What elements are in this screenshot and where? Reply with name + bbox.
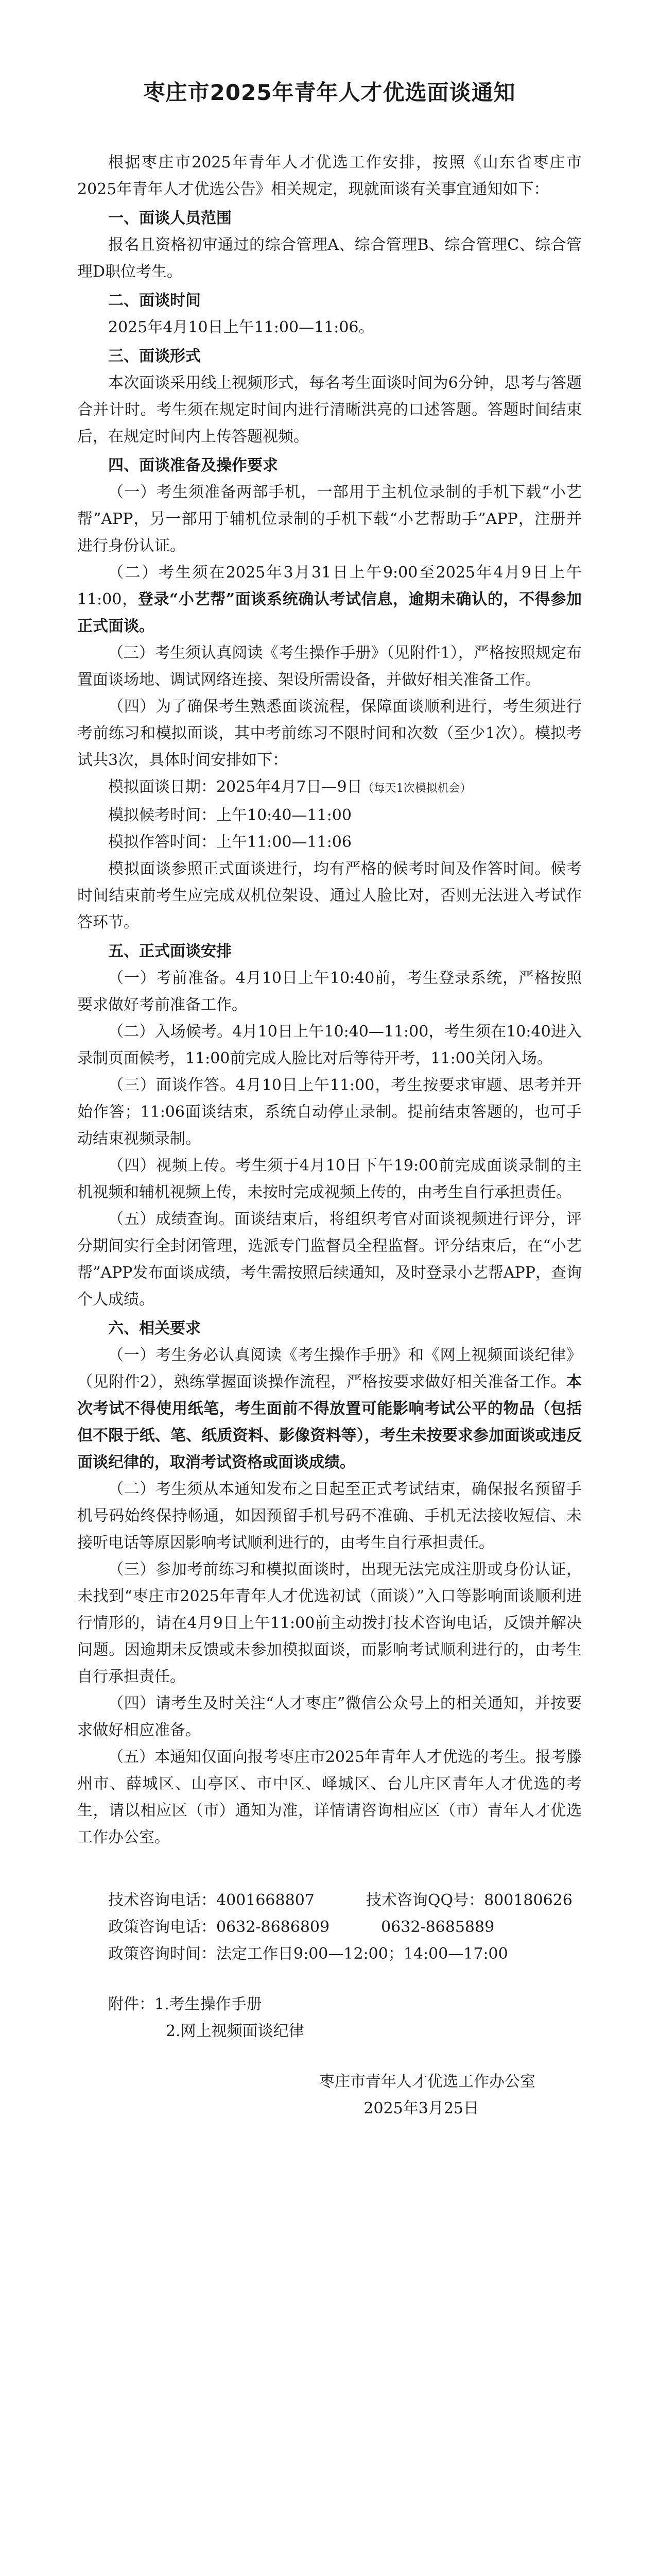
section-5-item-1: （一）考前准备。4月10日上午10:40前，考生登录系统，严格按照要求做好考前准备工作。 [77,969,582,1014]
policy-phone-1: 0632-8686809 [216,1918,330,1936]
section-2-heading: 二、面谈时间 [108,292,201,310]
section-1-text: 报名且资格初审通过的综合管理A、综合管理B、综合管理C、综合管理D职位考生。 [77,236,582,281]
policy-phone-line [77,1914,582,1941]
section-2-text: 2025年4月10日上午11:00—11:06。 [108,318,374,336]
section-5-heading: 五、正式面谈安排 [108,942,232,960]
attachment-2: 2.网上视频面谈纪律 [166,2022,304,2040]
tech-qq: 技术咨询QQ号：800180626 [366,1891,573,1909]
section-4-item-4: （四）为了确保考生熟悉面谈流程，保障面谈顺利进行，考生须进行考前练习和模拟面谈，其中考前练习不限时间和次数（至少1次）。模拟考试共3次，具体时间安排如下： [77,698,582,769]
section-4-heading: 四、面谈准备及操作要求 [108,456,278,474]
section-4-item-1: （一）考生须准备两部手机，一部用于主机位录制的手机下载“小艺帮”APP，另一部用于辅机位录制的手机下载“小艺帮助手”APP，注册并进行身份认证。 [77,483,582,555]
section-5-item-2: （二）入场候考。4月10日上午10:40—11:00，考生须在10:40进入录制页面候考，11:00前完成人脸比对后等待开考，11:00关闭入场。 [77,1023,582,1067]
mock-date-label: 模拟面谈日期：2025年4月7日—9日 [108,778,362,796]
section-6-item-4: （四）请考生及时关注“人才枣庄”微信公众号上的相关通知，并按要求做好相应准备。 [77,1694,582,1739]
document-title: 枣庄市2025年青年人才优选面谈通知 [143,80,516,105]
tech-phone: 技术咨询电话：4001668807 [108,1891,315,1909]
intro-paragraph: 根据枣庄市2025年青年人才优选工作安排，按照《山东省枣庄市2025年青年人才优选公告》相关规定，现就面谈有关事宜通知如下： [77,154,582,198]
tech-contact-line [77,1887,582,1914]
signature-block [77,2069,582,2122]
contact-info [77,1887,582,1968]
section-5-item-3: （三）面谈作答。4月10日上午11:00，考生按要求审题、思考并开始作答；11:06面谈结束，系统自动停止录制。提前结束答题的，也可手动结束视频录制。 [77,1076,582,1148]
section-4-item-5: 模拟面谈参照正式面谈进行，均有严格的候考时间及作答时间。候考时间结束前考生应完成双机位架设、通过人脸比对，否则无法进入考试作答环节。 [77,860,582,931]
section-4-item-2 [77,560,582,640]
policy-phone-label: 政策咨询电话： [108,1918,216,1936]
mock-wait-time: 模拟候考时间：上午10:40—11:00 [108,806,352,824]
mock-date-line [77,774,582,802]
section-6-item-5: （五）本通知仅面向报考枣庄市2025年青年人才优选的考生。报考滕州市、薛城区、山亭区、市中区、峄城区、台儿庄区青年人才优选的考生，请以相应区（市）通知为准，详情请咨询相应区（市）青年人才优选工作办公室。 [77,1748,582,1846]
section-6-item-1-bold: 本次考试不得使用纸笔，考生面前不得放置可能影响考试公平的物品（包括但不限于纸、笔、纸质资料、影像资料等），考生未按要求参加面谈或违反面谈纪律的，取消考试资格或面谈成绩。 [77,1373,582,1471]
section-3-heading: 三、面谈形式 [108,347,201,365]
mock-date-note: （每天1次模拟机会） [362,782,472,795]
section-4-item-2-text: （二）考生须在2025年3月31日上午9:00至2025年4月9日上午11:00， [77,564,582,608]
signature-date: 2025年3月25日 [363,2099,479,2117]
attachments [77,1991,582,2045]
mock-answer-time: 模拟作答时间：上午11:00—11:06 [108,833,352,851]
policy-phone-2: 0632-8685889 [381,1918,495,1936]
section-5-item-5: （五）成绩查询。面谈结束后，将组织考官对面谈视频进行评分，评分期间实行全封闭管理，选派专门监督员全程监督。评分结束后，在“小艺帮”APP发布面谈成绩，考生需按照后续通知，及时登录小艺帮APP，查询个人成绩。 [77,1210,582,1309]
section-3-text: 本次面谈采用线上视频形式，每名考生面谈时间为6分钟，思考与答题合并计时。考生须在规定时间内进行清晰洪亮的口述答题。答题时间结束后，在规定时间内上传答题视频。 [77,374,582,446]
section-6-item-2: （二）考生须从本通知发布之日起至正式考试结束，确保报名预留手机号码始终保持畅通，如因预留手机号码不准确、手机无法接收短信、未接听电话等原因影响考试顺利进行的，由考生自行承担责任。 [77,1480,582,1552]
signature-org: 枣庄市青年人才优选工作办公室 [319,2073,535,2091]
section-4-item-2-bold: 登录“小艺帮”面谈系统确认考试信息，逾期未确认的，不得参加正式面谈。 [77,590,582,635]
section-6-item-3: （三）参加考前练习和模拟面谈时，出现无法完成注册或身份认证，未找到“枣庄市2025年青年人才优选初试（面谈）”入口等影响面谈顺利进行情形的，请在4月9日上午11:00前主动拨打技术咨询电话，反馈并解决问题。因逾期未反馈或未参加模拟面谈，而影响考试顺利进行的，由考生自行承担责任。 [77,1561,582,1686]
section-6-item-1-text: （一）考生务必认真阅读《考生操作手册》和《网上视频面谈纪律》（见附件2），熟练掌握面谈操作流程，严格按要求做好相关准备工作。 [77,1346,582,1391]
policy-hours: 政策咨询时间：法定工作日9:00—12:00；14:00—17:00 [108,1945,508,1963]
section-4-item-3: （三）考生须认真阅读《考生操作手册》（见附件1），严格按照规定布置面谈场地、调试网络连接、架设所需设备，并做好相关准备工作。 [77,644,582,689]
section-6-item-1 [77,1342,582,1476]
attachments-label: 附件： [108,1995,154,2013]
attachment-1: 1.考生操作手册 [154,1995,262,2013]
section-5-item-4: （四）视频上传。考生须于4月10日下午19:00前完成面谈录制的主机视频和辅机视频上传，未按时完成视频上传的，由考生自行承担责任。 [77,1157,582,1201]
section-1-heading: 一、面谈人员范围 [108,209,232,227]
section-6-heading: 六、相关要求 [108,1319,201,1337]
attachment-line-1 [108,1991,582,2018]
